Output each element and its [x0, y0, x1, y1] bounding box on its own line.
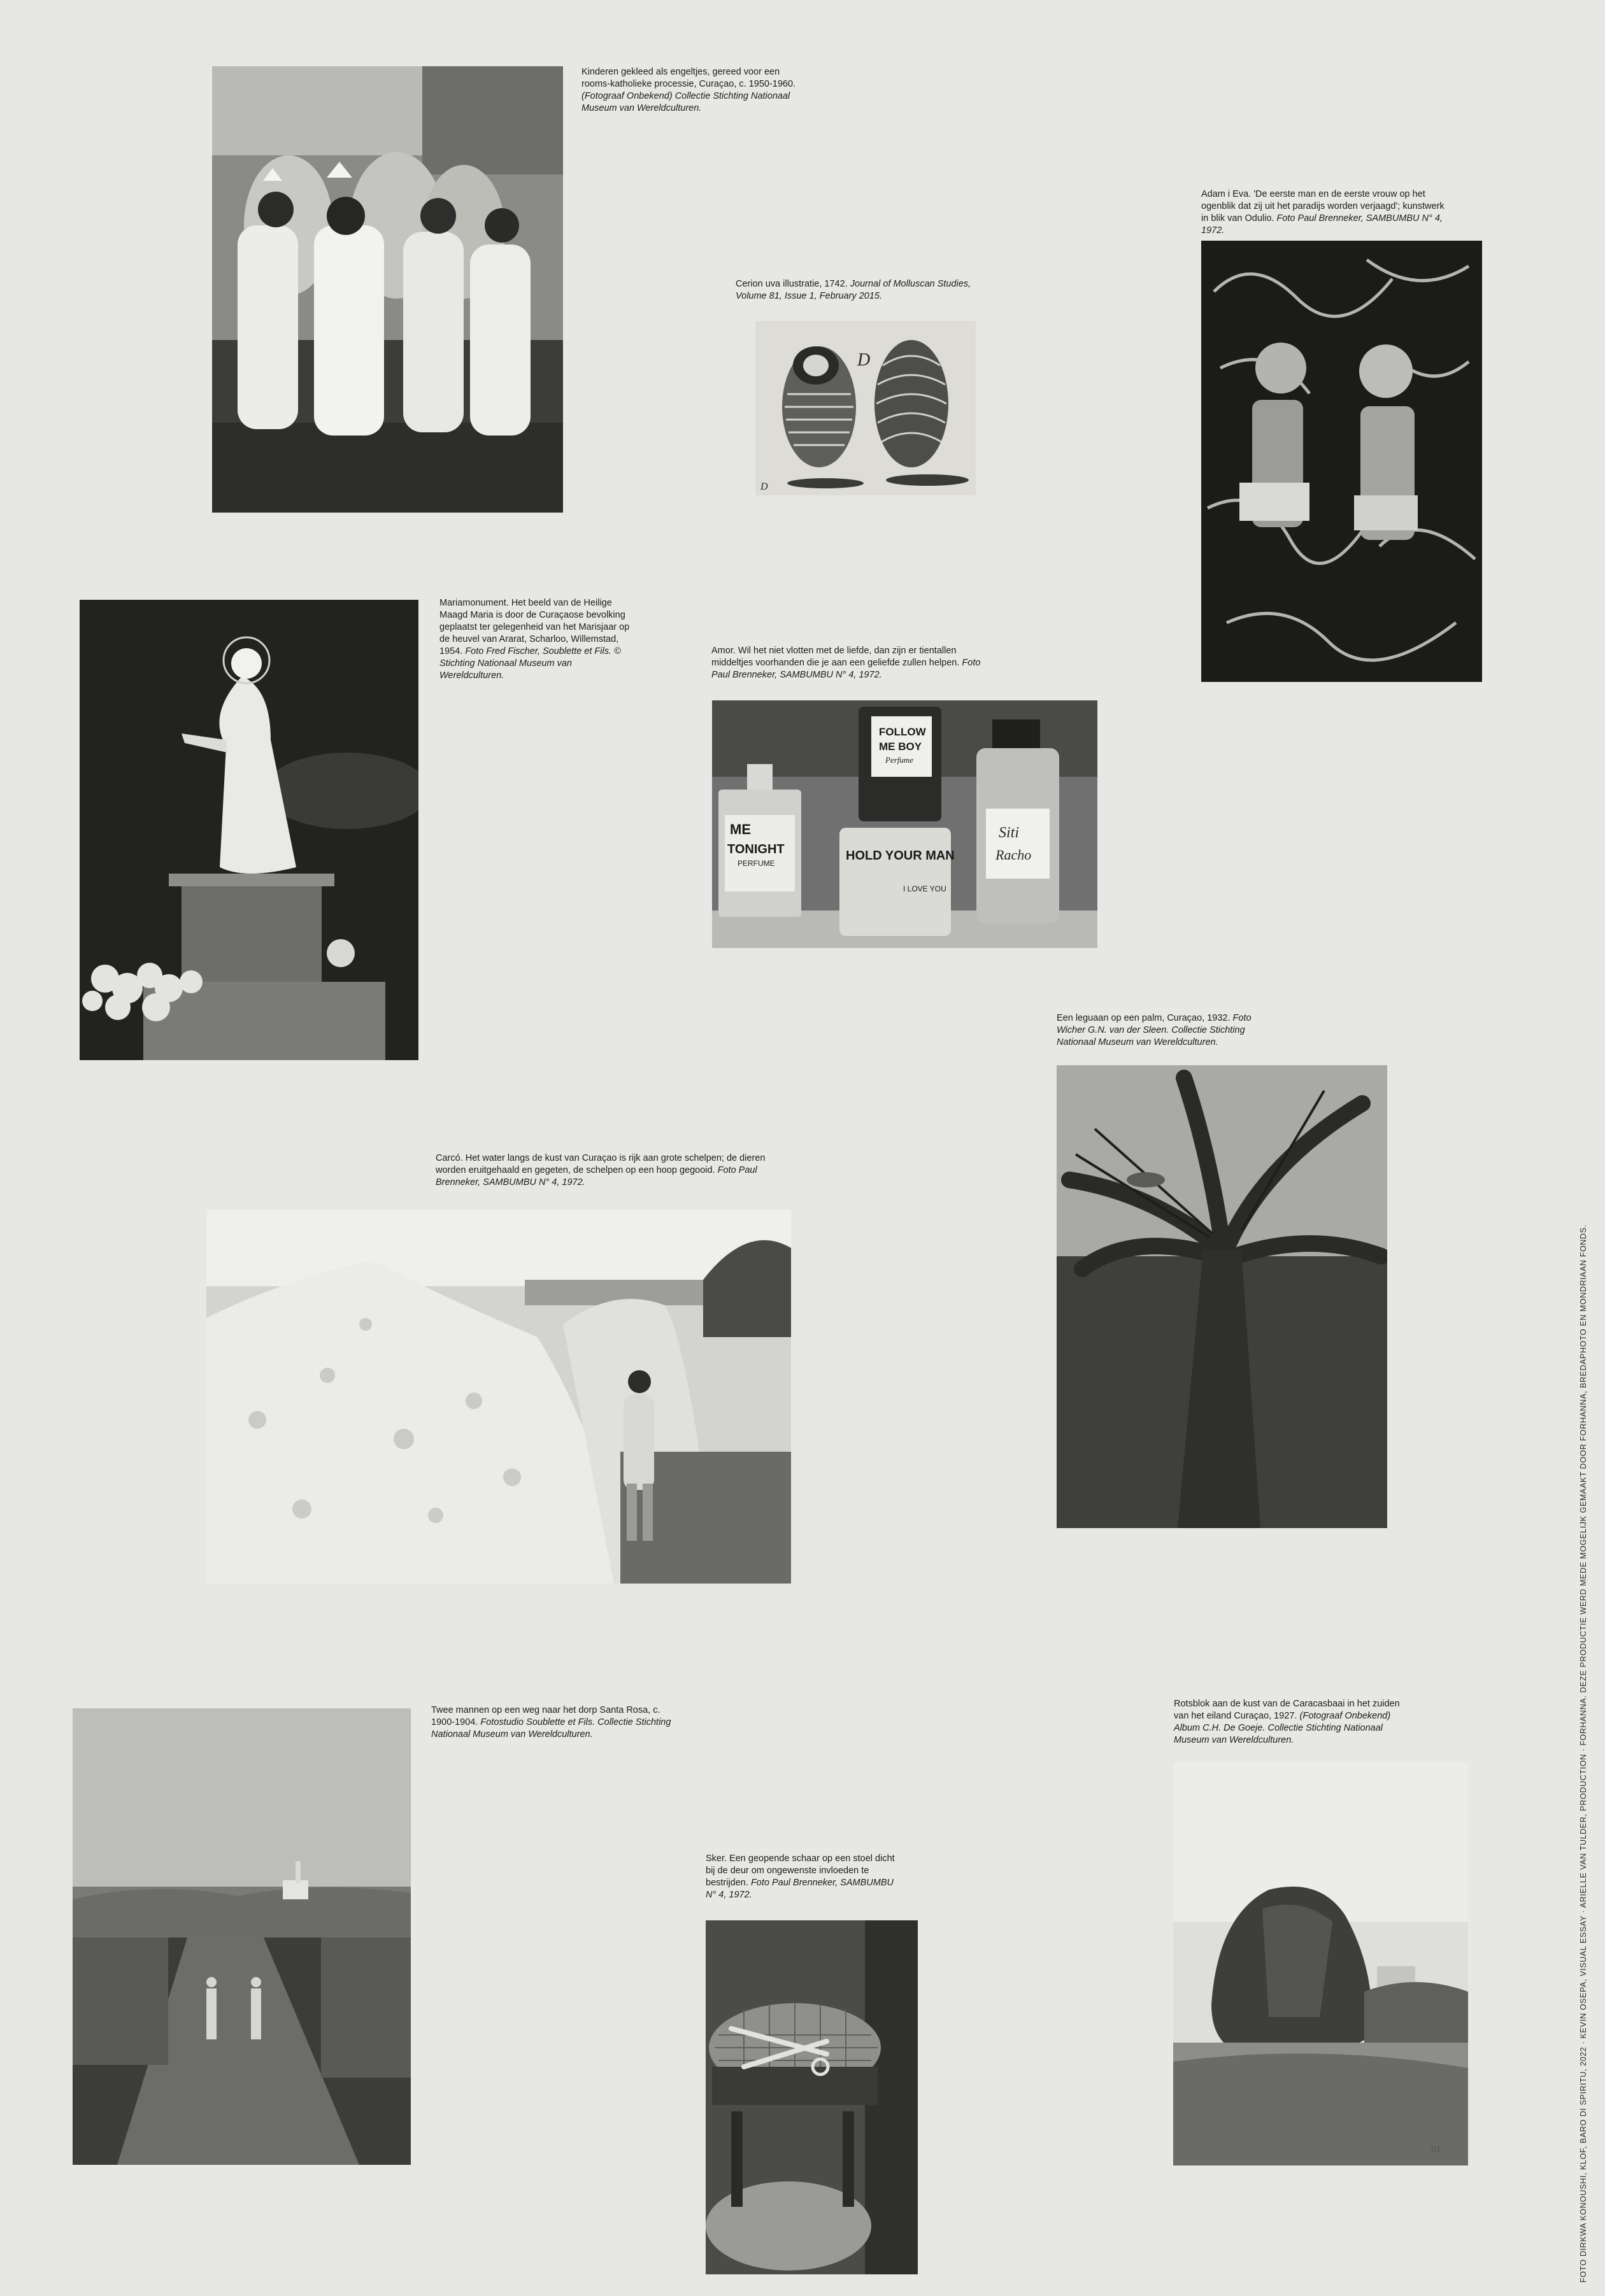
caption-cerion-credit: Journal of Molluscan Studies, Volume 81, Issue 1, February 2015.	[736, 279, 971, 301]
caption-cerion-text: Cerion uva illustratie, 1742.	[736, 279, 848, 289]
caption-rotsblok-text: Rotsblok aan de kust van de Caracasbaai in het zuiden van het eiland Curaçao, 1927.	[1174, 1699, 1400, 1721]
photo-angels	[212, 66, 563, 513]
photo-carco-shells	[206, 1210, 791, 1584]
label-tonight: TONIGHT	[727, 842, 785, 856]
caption-carco	[436, 1152, 792, 1189]
label-perfume-mid: Perfume	[885, 755, 914, 765]
caption-leguaan-credit: Foto Wicher G.N. van der Sleen. Collectie Stichting Nationaal Museum van Wereldculturen.	[1057, 1013, 1252, 1047]
caption-amor-text: Amor. Wil het niet vlotten met de liefde, dan zijn er tientallen middeltjes voorhanden die je aan een geliefde zullen helpen.	[711, 646, 960, 668]
caption-sker-text: Sker. Een geopende schaar op een stoel dicht bij de deur om ongewenste invloeden te bestrijden.	[706, 1853, 895, 1888]
caption-amor	[711, 645, 995, 681]
figure-letter-d-corner: D	[760, 481, 768, 492]
label-perfume-left: PERFUME	[738, 859, 775, 868]
photo-santa-rosa	[73, 1708, 411, 2165]
caption-mariamonument-credit: Foto Fred Fischer, Soublette et Fils. © Stichting Nationaal Museum van Wereldculturen.	[439, 646, 621, 681]
photo-cerion-illustration	[755, 321, 976, 495]
label-siti: Siti	[999, 825, 1020, 841]
label-racho: Racho	[995, 847, 1032, 863]
caption-angels	[581, 66, 811, 115]
caption-adam-eva	[1201, 188, 1453, 237]
caption-carco-text: Carcó. Het water langs de kust van Curaçao is rijk aan grote schelpen; de dieren worden eruitgehaald en gegeten, de schelpen op een hoop gegooid.	[436, 1153, 766, 1175]
photo-adam-eva	[1201, 241, 1482, 682]
label-me: ME	[730, 821, 751, 837]
caption-santa-rosa-text: Twee mannen op een weg naar het dorp Santa Rosa, c. 1900-1904.	[431, 1705, 660, 1727]
label-me-boy: ME BOY	[879, 741, 922, 753]
caption-leguaan-text: Een leguaan op een palm, Curaçao, 1932.	[1057, 1013, 1230, 1023]
caption-sker	[706, 1853, 897, 1901]
caption-santa-rosa-credit: Fotostudio Soublette et Fils. Collectie Stichting Nationaal Museum van Wereldculturen.	[431, 1717, 671, 1740]
caption-rotsblok-credit: (Fotograaf Onbekend) Album C.H. De Goeje. Collectie Stichting Nationaal Museum van Wereldculturen.	[1174, 1711, 1391, 1745]
caption-carco-credit: Foto Paul Brenneker, SAMBUMBU N° 4, 1972.	[436, 1165, 757, 1187]
label-i-love-you: I LOVE YOU	[903, 884, 946, 893]
photo-corner-mark: 01	[1431, 2144, 1441, 2154]
caption-leguaan	[1057, 1012, 1260, 1049]
caption-adam-eva-credit: Foto Paul Brenneker, SAMBUMBU N° 4, 1972.	[1201, 213, 1443, 236]
caption-angels-text: Kinderen gekleed als engeltjes, gereed voor een rooms-katholieke processie, Curaçao, c. 1950-1960.	[581, 67, 796, 89]
caption-amor-credit: Foto Paul Brenneker, SAMBUMBU N° 4, 1972.	[711, 658, 981, 680]
label-hold-your-man: HOLD YOUR MAN	[846, 849, 955, 863]
caption-santa-rosa	[431, 1704, 683, 1741]
photo-amor-perfumes	[712, 700, 1097, 948]
figure-letter-d: D	[857, 350, 871, 370]
label-follow: FOLLOW	[879, 726, 926, 738]
caption-mariamonument-text: Mariamonument. Het beeld van de Heilige Maagd Maria is door de Curaçaose bevolking geplaatst ter gelegenheid van het Marisjaar op de heuvel van Ararat, Scharloo, Willemstad, 1954.	[439, 598, 630, 656]
caption-rotsblok	[1174, 1698, 1416, 1747]
caption-mariamonument	[439, 597, 631, 682]
caption-adam-eva-text: Adam i Eva. 'De eerste man en de eerste vrouw op het ogenblik dat zij uit het paradijs worden verjaagd'; kunstwerk in blik van Odulio.	[1201, 189, 1444, 223]
photo-sker-scissors	[706, 1920, 918, 2274]
photo-rotsblok	[1173, 1762, 1468, 2165]
caption-cerion	[736, 278, 984, 302]
caption-sker-credit: Foto Paul Brenneker, SAMBUMBU N° 4, 1972.	[706, 1878, 894, 1900]
caption-angels-credit: (Fotograaf Onbekend) Collectie Stichting Nationaal Museum van Wereldculturen.	[581, 91, 790, 113]
side-credit: FOTO DIRKWA KONOUSHI, KLOF, BARO DI SPIRITU, 2022 · KEVIN OSEPA, VISUAL ESSAY · ARIELLE VAN TULDER, PRODUCTION · FORHANNA. DEZE PRODUCTIE WERD MEDE MOGELIJK GEMAAKT DOOR FORHANNA, BREDAPHOTO EN MONDRIAAN FONDS.	[1579, 1224, 1588, 2283]
photo-leguaan-palm	[1057, 1065, 1387, 1528]
photo-mariamonument	[80, 600, 418, 1060]
